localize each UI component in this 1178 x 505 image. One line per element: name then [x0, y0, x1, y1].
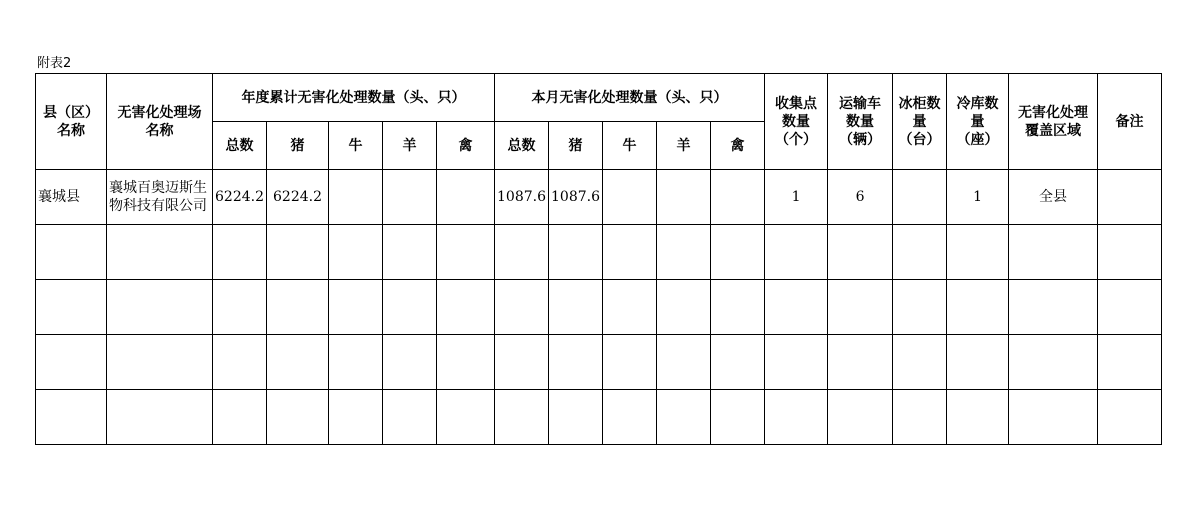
header-remarks: 备注 [1098, 74, 1162, 170]
header-month-poultry: 禽 [711, 122, 765, 170]
cell-month-poultry [711, 170, 765, 225]
table-row [36, 170, 1162, 225]
empty-table-row [36, 225, 1162, 280]
cell-month-sheep [657, 170, 711, 225]
header-collection-points: 收集点 数量 （个） [765, 74, 828, 170]
cell-vehicles: 6 [828, 170, 893, 225]
header-annual-cattle: 牛 [329, 122, 383, 170]
cell-month-pig: 1087.6 [549, 170, 603, 225]
cell-coverage: 全县 [1009, 170, 1098, 225]
header-annual-pig: 猪 [267, 122, 329, 170]
cell-collection-points: 1 [765, 170, 828, 225]
header-annual-sheep: 羊 [383, 122, 437, 170]
disposal-statistics-table [35, 73, 1162, 445]
header-monthly-group: 本月无害化处理数量（头、只） [495, 74, 765, 122]
cell-facility: 襄城百奥迈斯生物科技有限公司 [107, 170, 213, 225]
header-coverage-area: 无害化处理 覆盖区域 [1009, 74, 1098, 170]
header-cold-storage: 冷库数 量 （座） [947, 74, 1009, 170]
cell-month-total: 1087.6 [495, 170, 549, 225]
empty-table-row [36, 280, 1162, 335]
header-month-total: 总数 [495, 122, 549, 170]
cell-cold-storage: 1 [947, 170, 1009, 225]
header-month-pig: 猪 [549, 122, 603, 170]
table-caption: 附表2 [37, 56, 72, 71]
cell-annual-poultry [437, 170, 495, 225]
cell-annual-pig: 6224.2 [267, 170, 329, 225]
header-annual-group: 年度累计无害化处理数量（头、只） [213, 74, 495, 122]
header-county-name: 县（区） 名称 [36, 74, 107, 170]
cell-annual-sheep [383, 170, 437, 225]
header-month-sheep: 羊 [657, 122, 711, 170]
header-month-cattle: 牛 [603, 122, 657, 170]
empty-table-row [36, 390, 1162, 445]
empty-table-row [36, 335, 1162, 390]
cell-freezers [893, 170, 947, 225]
header-facility-name: 无害化处理场 名称 [107, 74, 213, 170]
cell-annual-total: 6224.2 [213, 170, 267, 225]
cell-month-cattle [603, 170, 657, 225]
header-freezers: 冰柜数 量 （台） [893, 74, 947, 170]
cell-remarks [1098, 170, 1162, 225]
cell-county: 襄城县 [36, 170, 107, 225]
header-annual-total: 总数 [213, 122, 267, 170]
header-vehicles: 运输车 数量 （辆） [828, 74, 893, 170]
header-annual-poultry: 禽 [437, 122, 495, 170]
cell-annual-cattle [329, 170, 383, 225]
